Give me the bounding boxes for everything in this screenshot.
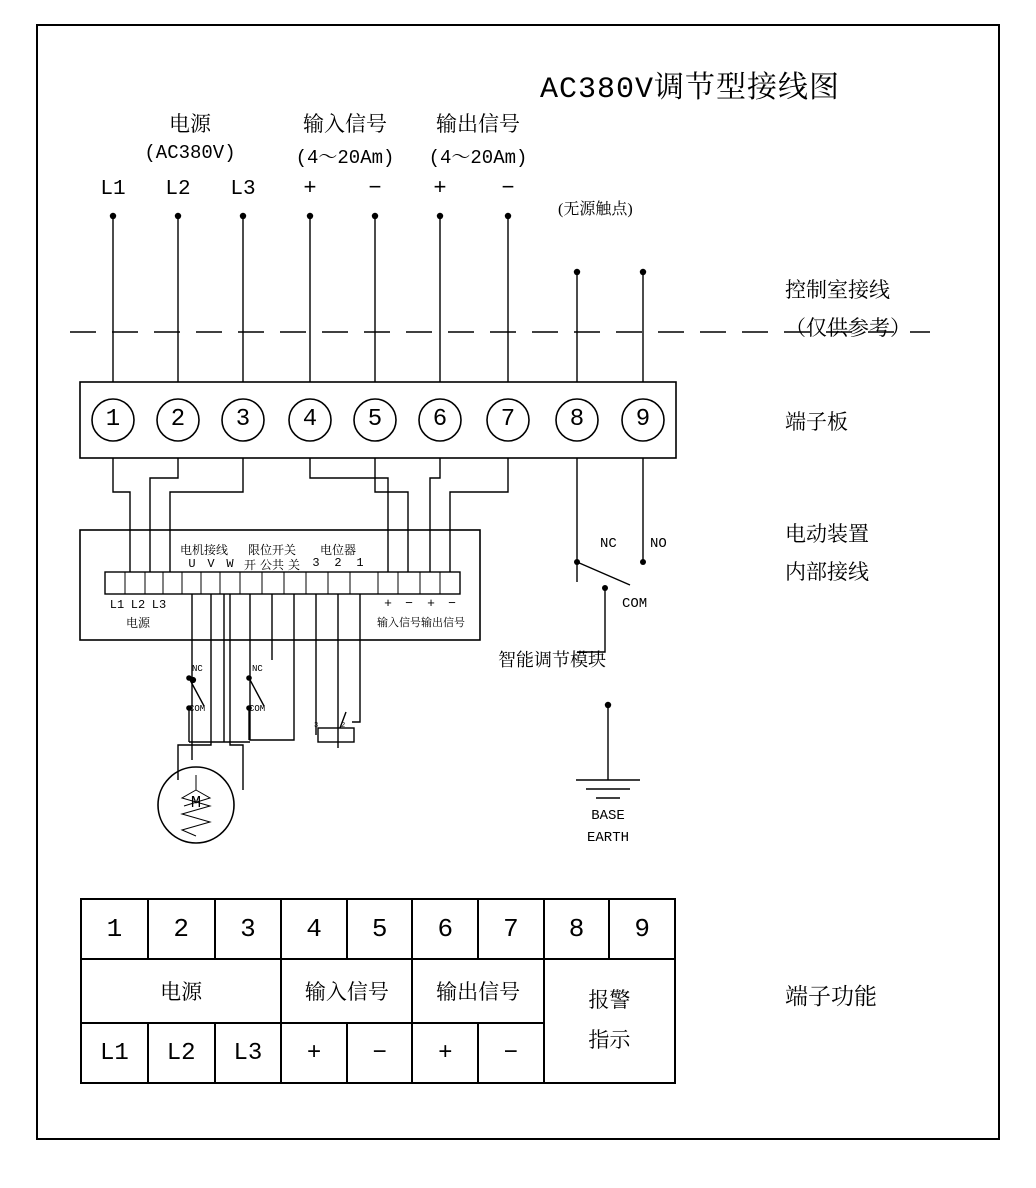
terminal-number-8: 8 — [569, 406, 585, 433]
module-name: 智能调节模块 — [498, 650, 606, 670]
label-output-line1: 输出信号 — [436, 112, 520, 136]
terminal-function-table — [80, 898, 676, 1084]
note-device-1: 电动装置 — [785, 522, 869, 546]
module-in-plus: + — [384, 596, 392, 611]
terminal-number-7: 7 — [500, 406, 516, 433]
cell-num-4: 4 — [281, 899, 347, 959]
label-u: U — [188, 557, 196, 571]
cell-num-8: 8 — [544, 899, 610, 959]
terminal-number-3: 3 — [235, 406, 251, 433]
module-pin-l1: L1 — [109, 598, 125, 612]
cell-pin-in-plus: + — [281, 1023, 347, 1083]
label-dry-contact: (无源触点) — [558, 201, 633, 218]
cell-num-3: 3 — [215, 899, 282, 959]
label-limit-common: 公共 — [259, 558, 285, 572]
inner-com-label-1: COM — [189, 704, 206, 714]
label-pot-3: 3 — [312, 556, 320, 570]
terminal-number-4: 4 — [302, 406, 318, 433]
label-input-line2: (4～20Am) — [295, 147, 395, 169]
note-control-room-2: （仅供参考） — [785, 316, 911, 340]
label-w: W — [226, 557, 234, 571]
cell-group-input: 输入信号 — [281, 959, 412, 1023]
module-pin-l2: L2 — [130, 598, 146, 612]
label-motor-wiring: 电机接线 — [179, 543, 229, 557]
inner-com-label-2: COM — [249, 704, 266, 714]
module-input-signal-label: 输入信号 — [377, 617, 421, 629]
cell-group-alarm — [544, 959, 675, 1083]
table-row — [81, 899, 675, 959]
inner-nc-label-2: NC — [252, 664, 263, 674]
note-control-room-1: 控制室接线 — [785, 278, 890, 302]
cell-pin-out-minus: − — [478, 1023, 544, 1083]
contact-com-label: COM — [622, 596, 648, 612]
cell-num-7: 7 — [478, 899, 544, 959]
cell-pin-l3: L3 — [215, 1023, 282, 1083]
module-power-label: 电源 — [125, 616, 151, 630]
pot-pin-left-label: 3 — [314, 722, 319, 730]
label-input-line1: 输入信号 — [303, 112, 387, 136]
note-terminal-board: 端子板 — [785, 410, 848, 434]
motor-letter: M — [190, 794, 202, 813]
label-limit-close: 关 — [287, 558, 301, 572]
label-limit-open: 开 — [243, 558, 257, 572]
pin-label-l2: L2 — [165, 178, 191, 201]
label-output-line2: (4～20Am) — [428, 147, 528, 169]
pin-label-out-minus: − — [501, 176, 515, 201]
cell-num-2: 2 — [148, 899, 215, 959]
cell-pin-l1: L1 — [81, 1023, 148, 1083]
label-potentiometer: 电位器 — [319, 543, 357, 557]
cell-alarm-line2: 指示 — [588, 1028, 631, 1052]
cell-num-1: 1 — [81, 899, 148, 959]
pin-label-l1: L1 — [100, 178, 126, 201]
terminal-number-6: 6 — [432, 406, 448, 433]
earth-label-1: BASE — [591, 808, 625, 824]
label-pot-2: 2 — [334, 556, 342, 570]
cell-pin-l2: L2 — [148, 1023, 215, 1083]
terminal-number-5: 5 — [367, 406, 383, 433]
module-in-minus: − — [405, 596, 413, 611]
pin-label-in-minus: − — [368, 176, 382, 201]
label-power-line1: 电源 — [169, 112, 211, 136]
module-out-minus: − — [448, 596, 456, 611]
cell-group-output: 输出信号 — [412, 959, 543, 1023]
cell-pin-out-plus: + — [412, 1023, 478, 1083]
page-title: AC380V调节型接线图 — [540, 73, 841, 107]
contact-no-label: NO — [650, 536, 667, 552]
note-device-2: 内部接线 — [785, 560, 869, 584]
label-v: V — [207, 557, 215, 571]
cell-num-9: 9 — [609, 899, 675, 959]
pin-label-l3: L3 — [230, 178, 256, 201]
terminal-number-2: 2 — [170, 406, 186, 433]
contact-nc-label: NC — [600, 536, 617, 552]
table-row — [81, 959, 675, 1023]
pot-pin-right-label: 2 — [341, 722, 346, 730]
module-output-signal-label: 输出信号 — [421, 617, 465, 629]
cell-num-5: 5 — [347, 899, 413, 959]
module-pin-l3: L3 — [151, 598, 167, 612]
cell-pin-in-minus: − — [347, 1023, 413, 1083]
terminal-number-9: 9 — [635, 406, 651, 433]
label-pot-1: 1 — [356, 556, 364, 570]
terminal-number-1: 1 — [105, 406, 121, 433]
earth-label-2: EARTH — [586, 830, 630, 846]
pin-label-out-plus: + — [433, 176, 447, 201]
cell-num-6: 6 — [412, 899, 478, 959]
note-terminal-function: 端子功能 — [785, 984, 877, 1009]
inner-nc-label-1: NC — [192, 664, 203, 674]
module-out-plus: + — [427, 596, 435, 611]
label-power-line2: (AC380V) — [144, 142, 236, 164]
cell-group-power: 电源 — [81, 959, 281, 1023]
label-limit-switch: 限位开关 — [247, 543, 297, 557]
cell-alarm-line1: 报警 — [588, 988, 631, 1013]
pin-label-in-plus: + — [303, 176, 317, 201]
